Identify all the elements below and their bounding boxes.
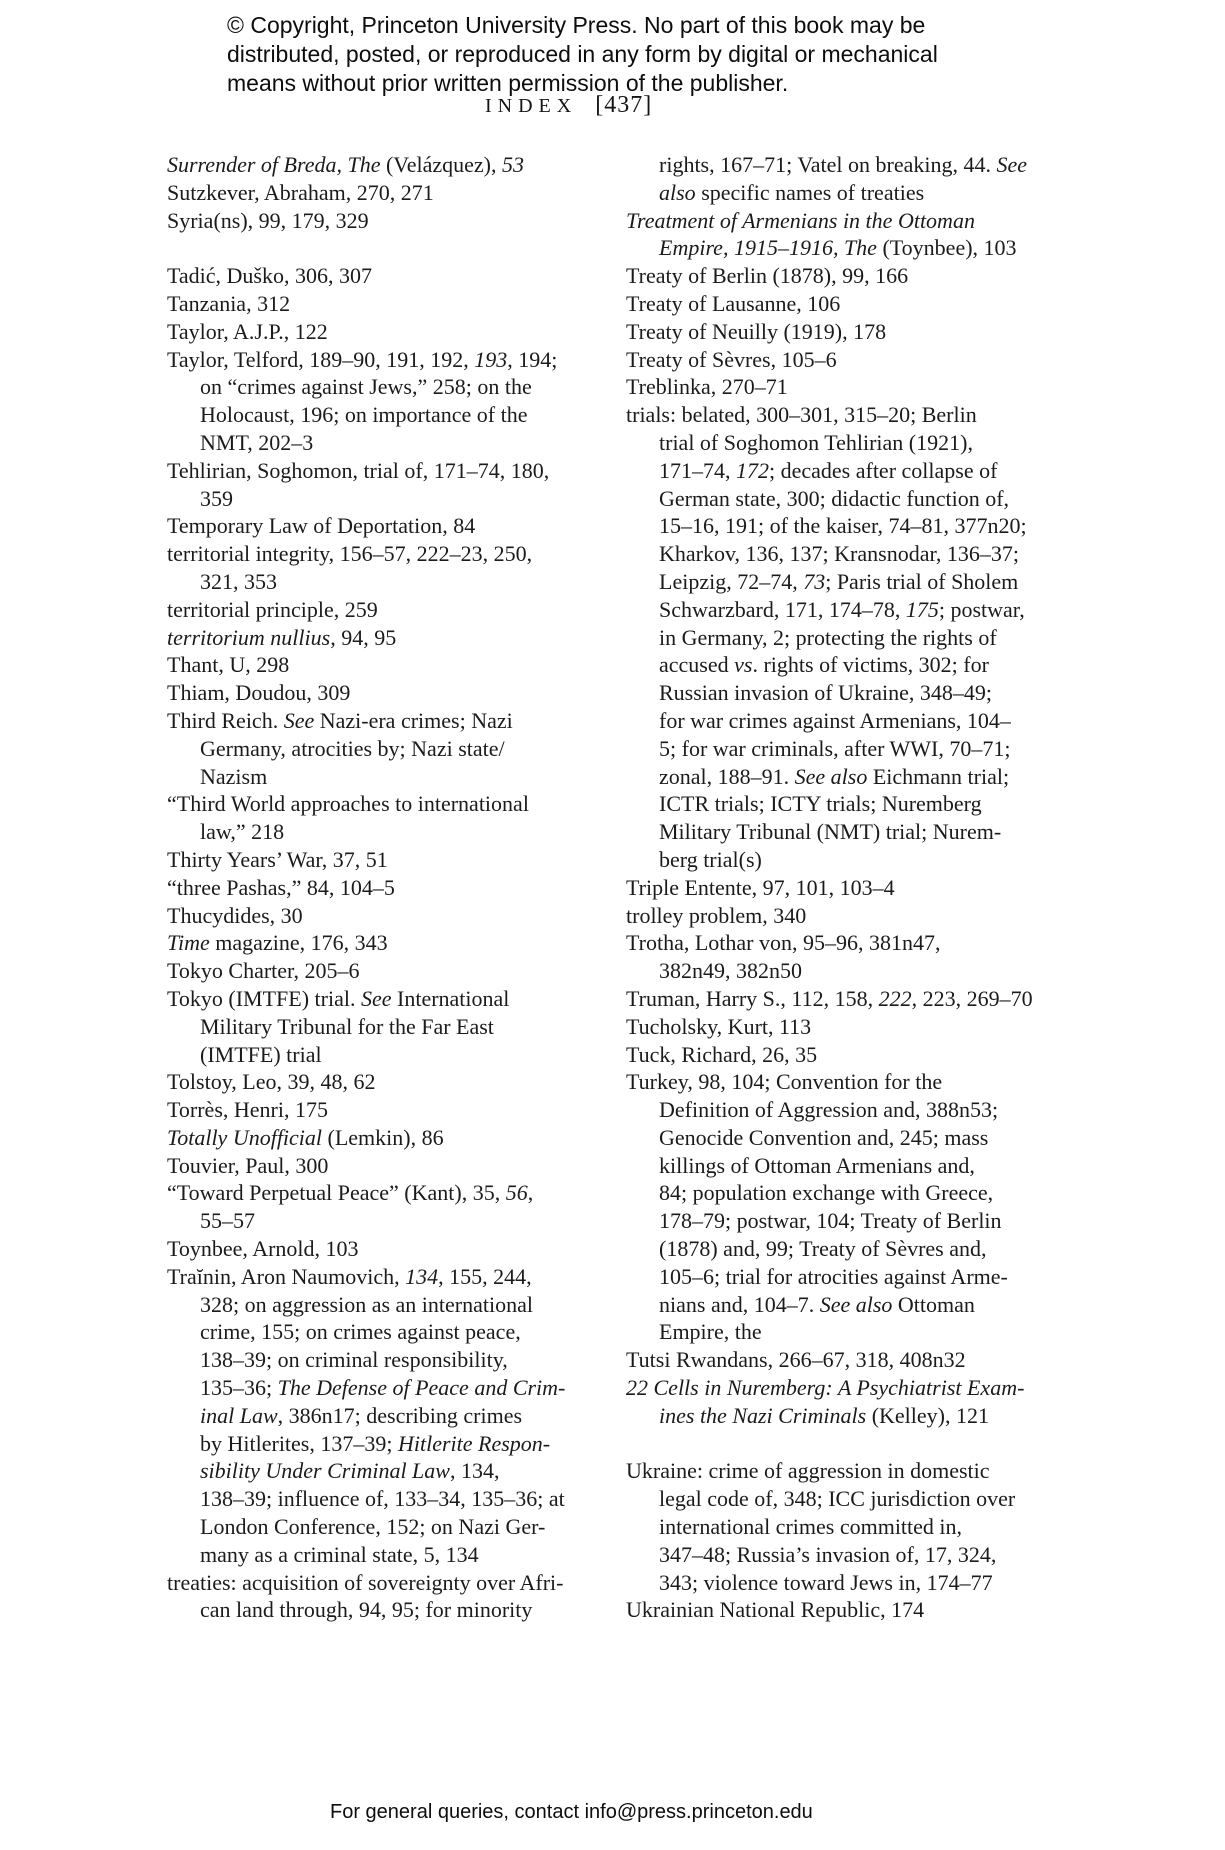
index-line	[167, 985, 626, 1013]
index-line	[626, 818, 1090, 846]
text-run: Truman, Harry S., 112, 158,	[626, 985, 879, 1011]
index-line	[167, 1068, 626, 1096]
text-run: can land through, 94, 95; for minority	[200, 1597, 533, 1623]
text-run: 105–6; trial for atrocities against Arme-	[659, 1263, 1008, 1289]
running-head	[485, 92, 652, 119]
text-run: 178–79; postwar, 104; Treaty of Berlin	[659, 1208, 1002, 1234]
index-line	[626, 207, 1090, 235]
index-line	[167, 290, 626, 318]
text-run: many as a criminal state, 5, 134	[200, 1541, 479, 1567]
index-line	[626, 707, 1090, 735]
text-run: , 194;	[507, 346, 558, 372]
text-run: nians and, 104–7.	[659, 1291, 820, 1317]
text-run: Toynbee, Arnold, 103	[167, 1236, 359, 1262]
text-run: Schwarzbard, 171, 174–78,	[659, 596, 906, 622]
index-line	[167, 679, 626, 707]
index-line	[626, 1457, 1090, 1485]
index-line	[626, 1096, 1090, 1124]
text-run: rights, 167–71; Vatel on breaking, 44.	[659, 152, 997, 177]
index-line	[626, 1485, 1090, 1513]
text-run: crime, 155; on crimes against peace,	[200, 1319, 521, 1345]
index-line	[626, 1346, 1090, 1374]
text-run: 171–74,	[659, 457, 736, 483]
text-run: Turkey, 98, 104; Convention for the	[626, 1069, 943, 1095]
text-run: International	[391, 985, 510, 1011]
index-line	[626, 1068, 1090, 1096]
index-line	[626, 1207, 1090, 1235]
index-line	[626, 929, 1090, 957]
text-run: Temporary Law of Deportation, 84	[167, 513, 476, 539]
text-run: NMT, 202–3	[200, 429, 314, 455]
text-run: Time	[167, 930, 210, 956]
text-run: Kharkov, 136, 137; Kransnodar, 136–37;	[659, 541, 1020, 567]
index-line	[626, 1013, 1090, 1041]
index-column-right	[626, 151, 1090, 1624]
index-line	[167, 902, 626, 930]
index-line	[626, 1124, 1090, 1152]
text-run: Leipzig, 72–74,	[659, 568, 804, 594]
index-line	[626, 624, 1090, 652]
text-run: also	[659, 179, 696, 205]
text-run: 321, 353	[200, 568, 277, 594]
index-line	[626, 290, 1090, 318]
text-run: Sutzkever, Abraham, 270, 271	[167, 179, 434, 205]
text-run: Treaty of Berlin (1878), 99, 166	[626, 263, 909, 289]
text-run: Tolstoy, Leo, 39, 48, 62	[167, 1069, 376, 1095]
index-line	[167, 1596, 626, 1624]
index-line	[167, 874, 626, 902]
text-run: international crimes committed in,	[659, 1514, 963, 1540]
index-line	[626, 457, 1090, 485]
text-run: trials: belated, 300–301, 315–20; Berlin	[626, 402, 977, 428]
index-line	[167, 262, 626, 290]
text-run: , 386n17; describing crimes	[277, 1402, 523, 1428]
index-line	[167, 929, 626, 957]
index-line	[167, 568, 626, 596]
text-run: Germany, atrocities by; Nazi state/	[200, 735, 505, 761]
index-line	[167, 373, 626, 401]
text-run: (IMTFE) trial	[200, 1041, 322, 1067]
text-run: 343; violence toward Jews in, 174–77	[659, 1569, 993, 1595]
index-line	[167, 763, 626, 791]
text-run: Nazism	[200, 763, 268, 789]
index-line	[626, 1041, 1090, 1069]
text-run: Tuck, Richard, 26, 35	[626, 1041, 818, 1067]
index-line	[167, 1235, 626, 1263]
index-line	[626, 262, 1090, 290]
text-run: Empire, the	[659, 1319, 762, 1345]
text-run: 359	[200, 485, 233, 511]
text-run: Triple Entente, 97, 101, 103–4	[626, 874, 895, 900]
index-line	[167, 207, 626, 235]
text-run: Torrès, Henri, 175	[167, 1097, 328, 1123]
text-run: Taylor, A.J.P., 122	[167, 318, 328, 344]
index-line	[626, 318, 1090, 346]
index-line	[167, 1124, 626, 1152]
index-line	[626, 790, 1090, 818]
index-line	[626, 1569, 1090, 1597]
text-run: (1878) and, 99; Treaty of Sèvres and,	[659, 1236, 987, 1262]
index-line	[167, 1541, 626, 1569]
page-number-folio: [437]	[595, 92, 653, 118]
text-run: Military Tribunal for the Far East	[200, 1013, 494, 1039]
text-run: London Conference, 152; on Nazi Ger-	[200, 1514, 546, 1540]
text-run: territorial integrity, 156–57, 222–23, 250,	[167, 541, 533, 567]
index-line	[167, 818, 626, 846]
text-run: Tutsi Rwandans, 266–67, 318, 408n32	[626, 1347, 966, 1373]
index-line	[167, 1457, 626, 1485]
index-line	[626, 401, 1090, 429]
text-run: 328; on aggression as an international	[200, 1291, 533, 1317]
index-line	[626, 1402, 1090, 1430]
index-blank-line	[626, 1430, 1090, 1458]
text-run: zonal, 188–91.	[659, 763, 795, 789]
text-run: 5; for war criminals, after WWI, 70–71;	[659, 735, 1011, 761]
text-run: See	[283, 707, 315, 733]
text-run: 175	[905, 596, 939, 622]
text-run: Tokyo Charter, 205–6	[167, 958, 360, 984]
index-line	[626, 234, 1090, 262]
index-line	[626, 512, 1090, 540]
text-run: 138–39; influence of, 133–34, 135–36; at	[200, 1486, 565, 1512]
index-line	[167, 429, 626, 457]
index-line	[626, 540, 1090, 568]
index-line	[626, 874, 1090, 902]
index-line	[626, 1235, 1090, 1263]
text-run: 138–39; on criminal responsibility,	[200, 1347, 508, 1373]
text-run: Treaty of Sèvres, 105–6	[626, 346, 837, 372]
text-run: Tucholsky, Kurt, 113	[626, 1013, 812, 1039]
text-run: Totally Unofficial	[167, 1124, 323, 1150]
text-run: Russian invasion of Ukraine, 348–49;	[659, 680, 993, 706]
text-run: , 155, 244,	[438, 1263, 532, 1289]
text-run: treaties: acquisition of sovereignty over Afri-	[167, 1569, 564, 1595]
text-run: on “crimes against Jews,” 258; on the	[200, 374, 532, 400]
index-line	[626, 679, 1090, 707]
text-run: ICTR trials; ICTY trials; Nuremberg	[659, 791, 982, 817]
text-run: 15–16, 191; of the kaiser, 74–81, 377n20;	[659, 513, 1027, 539]
text-run: (Toynbee), 103	[876, 235, 1017, 261]
index-line	[167, 707, 626, 735]
text-run: Treatment of Armenians in the Ottoman	[626, 207, 975, 233]
text-run: ines the Nazi Criminals	[659, 1402, 867, 1428]
index-line	[626, 429, 1090, 457]
index-line	[167, 1485, 626, 1513]
text-run: 347–48; Russia’s invasion of, 17, 324,	[659, 1541, 997, 1567]
index-column-left	[167, 151, 626, 1624]
text-run: Tadić, Duško, 306, 307	[167, 263, 372, 289]
text-run: 84; population exchange with Greece,	[659, 1180, 994, 1206]
text-run: 53	[502, 152, 525, 177]
index-line	[167, 1430, 626, 1458]
index-line	[167, 1318, 626, 1346]
index-line	[626, 846, 1090, 874]
copyright-line-3: means without prior written permission of the publisher.	[227, 70, 789, 96]
index-line	[167, 1513, 626, 1541]
text-run: 193	[474, 346, 508, 372]
text-run: , 134,	[449, 1458, 500, 1484]
text-run: Tokyo (IMTFE) trial.	[167, 985, 361, 1011]
copyright-notice	[227, 11, 938, 98]
index-line	[626, 763, 1090, 791]
text-run: Tanzania, 312	[167, 290, 291, 316]
text-run: 22 Cells in Nuremberg: A Psychiatrist Exam-	[626, 1375, 1025, 1401]
footer-email-link[interactable]: info@press.princeton.edu	[584, 1801, 813, 1823]
index-line	[626, 1318, 1090, 1346]
index-line	[626, 373, 1090, 401]
text-run: Tehlirian, Soghomon, trial of, 171–74, 180,	[167, 457, 550, 483]
text-run: Definition of Aggression and, 388n53;	[659, 1097, 999, 1123]
text-run: 172	[736, 457, 769, 483]
index-line	[167, 1152, 626, 1180]
text-run: See also	[794, 763, 868, 789]
text-run: , 223, 269–70	[911, 985, 1033, 1011]
text-run: Treblinka, 270–71	[626, 374, 788, 400]
text-run: berg trial(s)	[659, 846, 762, 872]
text-run: See also	[819, 1291, 893, 1317]
text-run: Eichmann trial;	[867, 763, 1010, 789]
index-line	[167, 1263, 626, 1291]
index-line	[167, 624, 626, 652]
text-run: 222	[878, 985, 912, 1011]
text-run: ; Paris trial of Sholem	[825, 568, 1019, 594]
index-line	[167, 1207, 626, 1235]
footer-query-note	[330, 1801, 813, 1824]
text-run: 55–57	[200, 1208, 255, 1234]
index-line	[167, 457, 626, 485]
index-line	[167, 318, 626, 346]
text-run: Third Reich.	[167, 707, 284, 733]
text-run: (Lemkin), 86	[322, 1124, 444, 1150]
index-line	[626, 1541, 1090, 1569]
text-run: German state, 300; didactic function of,	[659, 485, 1010, 511]
text-run: Touvier, Paul, 300	[167, 1152, 329, 1178]
text-run: killings of Ottoman Armenians and,	[659, 1152, 975, 1178]
index-line	[167, 651, 626, 679]
index-line	[626, 568, 1090, 596]
index-line	[167, 735, 626, 763]
text-run: magazine, 176, 343	[209, 930, 388, 956]
index-line	[167, 540, 626, 568]
index-line	[167, 485, 626, 513]
text-run: in Germany, 2; protecting the rights of	[659, 624, 997, 650]
text-run: Thant, U, 298	[167, 652, 290, 678]
text-run: Genocide Convention and, 245; mass	[659, 1124, 989, 1150]
index-line	[167, 1291, 626, 1319]
index-line	[626, 1513, 1090, 1541]
index-line	[167, 512, 626, 540]
index-line	[626, 957, 1090, 985]
text-run: (Kelley), 121	[866, 1402, 989, 1428]
text-run: Ottoman	[892, 1291, 975, 1317]
text-run: sibility Under Criminal Law	[200, 1458, 450, 1484]
text-run: 56	[505, 1180, 528, 1206]
copyright-line-1: © Copyright, Princeton University Press. No part of this book may be	[227, 12, 926, 38]
text-run: Empire, 1915–1916, The	[659, 235, 877, 261]
text-run: ; decades after collapse of	[769, 457, 998, 483]
text-run: Traĭnin, Aron Naumovich,	[167, 1263, 406, 1289]
text-run: by Hitlerites, 137–39;	[200, 1430, 398, 1456]
text-run: Treaty of Neuilly (1919), 178	[626, 318, 887, 344]
index-line	[626, 179, 1090, 207]
text-run: legal code of, 348; ICC jurisdiction over	[659, 1486, 1016, 1512]
text-run: for war crimes against Armenians, 104–	[659, 707, 1011, 733]
text-run: . rights of victims, 302; for	[752, 652, 989, 678]
copyright-line-2: distributed, posted, or reproduced in any form by digital or mechanical	[227, 41, 938, 67]
index-line	[167, 596, 626, 624]
text-run: vs	[734, 652, 753, 678]
index-line	[167, 1346, 626, 1374]
index-line	[167, 1402, 626, 1430]
index-line	[626, 1179, 1090, 1207]
text-run: “Third World approaches to international	[167, 791, 529, 817]
index-line	[167, 846, 626, 874]
text-run: See	[996, 152, 1028, 177]
text-run: territorial principle, 259	[167, 596, 378, 622]
index-line	[626, 985, 1090, 1013]
text-run: (Velázquez),	[380, 152, 503, 177]
index-line	[167, 1374, 626, 1402]
text-run: Syria(ns), 99, 179, 329	[167, 207, 369, 233]
index-line	[167, 1569, 626, 1597]
index-line	[626, 651, 1090, 679]
text-run: See	[360, 985, 392, 1011]
text-run: Ukrainian National Republic, 174	[626, 1597, 925, 1623]
text-run: Thirty Years’ War, 37, 51	[167, 846, 388, 872]
text-run: Hitlerite Respon-	[397, 1430, 551, 1456]
text-run: inal Law	[200, 1402, 278, 1428]
index-line	[167, 790, 626, 818]
index-line	[167, 179, 626, 207]
index-line	[626, 1152, 1090, 1180]
index-line	[626, 485, 1090, 513]
index-line	[626, 1374, 1090, 1402]
text-run: 382n49, 382n50	[659, 958, 802, 984]
footer-text: For general queries, contact	[330, 1801, 585, 1823]
running-head-title: INDEX	[485, 95, 578, 117]
index-line	[167, 1179, 626, 1207]
text-run: Trotha, Lothar von, 95–96, 381n47,	[626, 930, 941, 956]
text-run: 134	[405, 1263, 439, 1289]
text-run: Treaty of Lausanne, 106	[626, 290, 841, 316]
index-line	[626, 596, 1090, 624]
text-run: “three Pashas,” 84, 104–5	[167, 874, 395, 900]
text-run: accused	[659, 652, 735, 678]
index-line	[626, 735, 1090, 763]
text-run: Thucydides, 30	[167, 902, 303, 928]
index-line	[167, 957, 626, 985]
text-run: territorium nullius	[167, 624, 331, 650]
index-line	[626, 1291, 1090, 1319]
text-run: 135–36;	[200, 1375, 278, 1401]
text-run: Taylor, Telford, 189–90, 191, 192,	[167, 346, 475, 372]
text-run: law,” 218	[200, 819, 285, 845]
index-line	[167, 1013, 626, 1041]
text-run: The Defense of Peace and Crim-	[277, 1375, 566, 1401]
text-run: “Toward Perpetual Peace” (Kant), 35,	[167, 1180, 506, 1206]
index-line	[626, 902, 1090, 930]
text-run: Military Tribunal (NMT) trial; Nurem-	[659, 819, 1002, 845]
text-run: trial of Soghomon Tehlirian (1921),	[659, 429, 973, 455]
index-line	[626, 346, 1090, 374]
index-line	[626, 1263, 1090, 1291]
index-line	[167, 151, 626, 179]
text-run: , 94, 95	[330, 624, 397, 650]
text-run: Nazi-era crimes; Nazi	[314, 707, 513, 733]
index-blank-line	[167, 234, 626, 262]
text-run: ,	[527, 1180, 534, 1206]
text-run: ; postwar,	[938, 596, 1025, 622]
index-line	[167, 346, 626, 374]
index-line	[167, 401, 626, 429]
text-run: specific names of treaties	[695, 179, 925, 205]
index-line	[626, 1596, 1090, 1624]
text-run: Holocaust, 196; on importance of the	[200, 402, 528, 428]
text-run: Thiam, Doudou, 309	[167, 680, 351, 706]
text-run: Ukraine: crime of aggression in domestic	[626, 1458, 990, 1484]
text-run: 73	[803, 568, 826, 594]
text-run: trolley problem, 340	[626, 902, 807, 928]
index-line	[626, 151, 1090, 179]
text-run: Surrender of Breda, The	[167, 152, 381, 177]
index-line	[167, 1096, 626, 1124]
index-line	[167, 1041, 626, 1069]
